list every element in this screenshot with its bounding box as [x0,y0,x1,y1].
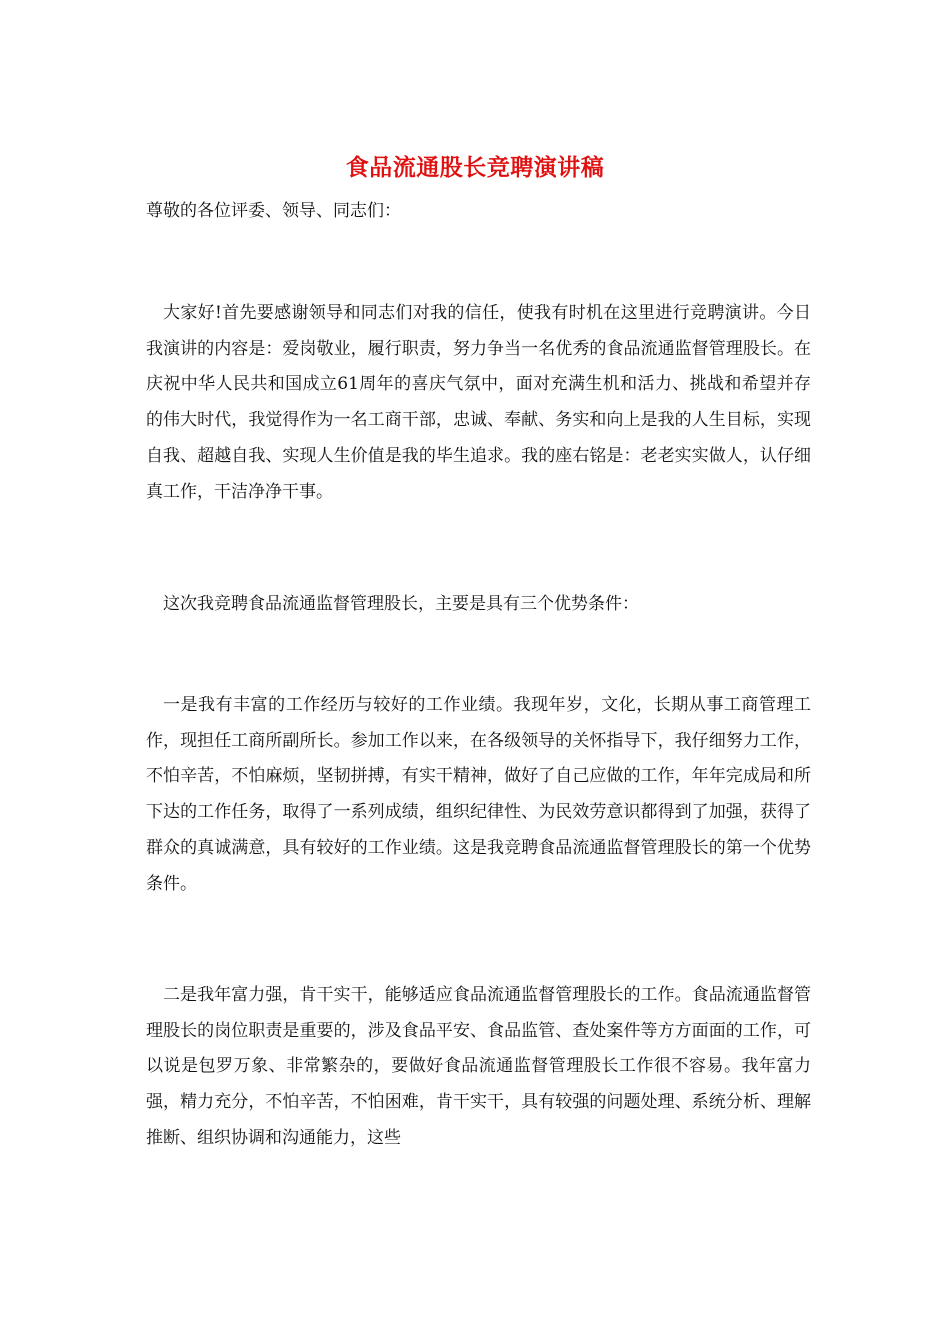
salutation: 尊敬的各位评委、领导、同志们： [146,201,401,221]
paragraph-advantage-one: 一是我有丰富的工作经历与较好的工作业绩。我现年岁，文化，长期从事工商管理工作，现担任工商所副所长。参加工作以来，在各级领导的关怀指导下，我仔细努力工作，不怕辛苦，不怕麻烦，坚韧拼搏，有实干精神，做好了自己应做的工作，年年完成局和所下达的工作任务，取得了一系列成绩，组织纪律性、为民效劳意识都得到了加强，获得了群众的真诚满意，具有较好的工作业绩。这是我竞聘食品流通监督管理股长的第一个优势条件。 [146,695,811,894]
document-title: 食品流通股长竞聘演讲稿 [345,154,605,181]
paragraph-advantages-intro: 这次我竞聘食品流通监督管理股长，主要是具有三个优势条件： [163,594,639,614]
paragraph-advantage-two: 二是我年富力强，肯干实干，能够适应食品流通监督管理股长的工作。食品流通监督管理股长的岗位职责是重要的，涉及食品平安、食品监管、查处案件等方方面面的工作，可以说是包罗万象、非常繁杂的，要做好食品流通监督管理股长工作很不容易。我年富力强，精力充分，不怕辛苦，不怕困难，肯干实干，具有较强的问题处理、系统分析、理解推断、组织协调和沟通能力，这些 [146,985,811,1148]
paragraph-introduction: 大家好!首先要感谢领导和同志们对我的信任，使我有时机在这里进行竞聘演讲。今日我演讲的内容是：爱岗敬业，履行职责，努力争当一名优秀的食品流通监督管理股长。在庆祝中华人民共和国成立61周年的喜庆气氛中，面对充满生机和活力、挑战和希望并存的伟大时代，我觉得作为一名工商干部，忠诚、奉献、务实和向上是我的人生目标，实现自我、超越自我、实现人生价值是我的毕生追求。我的座右铭是：老老实实做人，认仔细真工作，干洁净净干事。 [146,303,811,502]
